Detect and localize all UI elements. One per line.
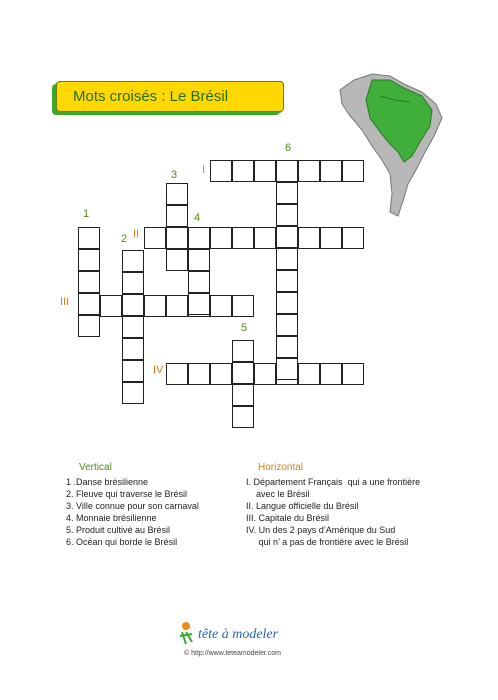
- crossword-cell[interactable]: [232, 227, 254, 249]
- crossword-cell[interactable]: [122, 316, 144, 338]
- crossword-cell[interactable]: [122, 294, 144, 316]
- number-6: 6: [285, 142, 292, 154]
- number-I: I: [202, 164, 206, 176]
- clue-item: 4. Monnaie brésilienne: [66, 513, 157, 523]
- crossword-cell[interactable]: [166, 183, 188, 205]
- site-logo: [176, 616, 326, 648]
- clue-item: IV. Un des 2 pays d’Amérique du Sud: [246, 525, 396, 535]
- crossword-cell[interactable]: [122, 360, 144, 382]
- crossword-cell[interactable]: [78, 293, 100, 315]
- crossword-cell[interactable]: [276, 226, 298, 248]
- crossword-cell[interactable]: [122, 272, 144, 294]
- crossword-cell[interactable]: [342, 227, 364, 249]
- crossword-cell[interactable]: [276, 292, 298, 314]
- number-2: 2: [121, 233, 128, 245]
- crossword-cell[interactable]: [188, 227, 210, 249]
- crossword-cell[interactable]: [298, 363, 320, 385]
- crossword-cell[interactable]: [188, 363, 210, 385]
- crossword-cell[interactable]: [298, 160, 320, 182]
- horizontal-heading: Horizontal: [258, 462, 304, 473]
- crossword-cell[interactable]: [232, 406, 254, 428]
- crossword-cell[interactable]: [100, 295, 122, 317]
- crossword-cell[interactable]: [254, 160, 276, 182]
- crossword-cell[interactable]: [254, 227, 276, 249]
- number-5: 5: [241, 322, 248, 334]
- crossword-cell[interactable]: [166, 295, 188, 317]
- crossword-cell[interactable]: [78, 315, 100, 337]
- crossword-cell[interactable]: [232, 340, 254, 362]
- number-3: 3: [171, 169, 178, 181]
- crossword-cell[interactable]: [188, 271, 210, 293]
- crossword-cell[interactable]: [276, 270, 298, 292]
- crossword-cell[interactable]: [210, 363, 232, 385]
- crossword-cell[interactable]: [188, 249, 210, 271]
- crossword-cell[interactable]: [276, 248, 298, 270]
- crossword-cell[interactable]: [78, 271, 100, 293]
- crossword-cell[interactable]: [232, 384, 254, 406]
- number-IV: IV: [153, 364, 164, 376]
- crossword-cell[interactable]: [144, 227, 166, 249]
- crossword-cell[interactable]: [78, 249, 100, 271]
- crossword-cell[interactable]: [342, 160, 364, 182]
- horizontal-clues: [246, 476, 420, 548]
- crossword-cell[interactable]: [122, 338, 144, 360]
- crossword-cell[interactable]: [254, 363, 276, 385]
- vertical-heading: Vertical: [79, 462, 112, 473]
- clue-item: avec le Brésil: [246, 489, 310, 499]
- crossword-cell[interactable]: [276, 314, 298, 336]
- crossword-cell[interactable]: [78, 227, 100, 249]
- crossword-cell[interactable]: [320, 363, 342, 385]
- crossword-cell[interactable]: [298, 227, 320, 249]
- crossword-cell[interactable]: [188, 293, 210, 315]
- crossword-cell[interactable]: [166, 205, 188, 227]
- crossword-cell[interactable]: [166, 249, 188, 271]
- clue-item: 2. Fleuve qui traverse le Brésil: [66, 489, 188, 499]
- crossword-cell[interactable]: [320, 160, 342, 182]
- clue-item: II. Langue officielle du Brésil: [246, 501, 359, 511]
- clue-item: III. Capitale du Brésil: [246, 513, 330, 523]
- crossword-cell[interactable]: [276, 182, 298, 204]
- crossword-cell[interactable]: [210, 295, 232, 317]
- crossword-cell[interactable]: [320, 227, 342, 249]
- logo-figure-icon: [180, 622, 192, 644]
- clue-item: 6. Océan qui borde le Brésil: [66, 537, 178, 547]
- clue-item: 3. Ville connue pour son carnaval: [66, 501, 199, 511]
- clue-item: 5. Produit cultivé au Brésil: [66, 525, 171, 535]
- crossword-cell[interactable]: [166, 227, 188, 249]
- crossword-cell[interactable]: [166, 363, 188, 385]
- crossword-cell[interactable]: [232, 362, 254, 384]
- number-III: III: [60, 296, 70, 308]
- number-4: 4: [194, 212, 201, 224]
- clue-item: qui n’ a pas de frontière avec le Brésil: [246, 537, 409, 547]
- crossword-cell[interactable]: [122, 250, 144, 272]
- crossword-cell[interactable]: [122, 382, 144, 404]
- logo-wordmark: tête à modeler: [198, 627, 279, 642]
- crossword-cell[interactable]: [210, 227, 232, 249]
- crossword-cell[interactable]: [232, 295, 254, 317]
- page-title: Mots croisés : Le Brésil: [73, 88, 229, 105]
- crossword-cell[interactable]: [276, 358, 298, 380]
- clue-item: I. Département Français qui a une frontière: [246, 477, 421, 487]
- number-II: II: [133, 228, 140, 240]
- clue-item: 1 .Danse brésilienne: [66, 477, 149, 487]
- crossword-cell[interactable]: [342, 363, 364, 385]
- crossword-cell[interactable]: [276, 160, 298, 182]
- crossword-cell[interactable]: [276, 336, 298, 358]
- vertical-clues: [66, 476, 199, 548]
- crossword-cell[interactable]: [276, 204, 298, 226]
- number-1: 1: [83, 208, 90, 220]
- crossword-cell[interactable]: [232, 160, 254, 182]
- crossword-cell[interactable]: [210, 160, 232, 182]
- crossword-cell[interactable]: [144, 295, 166, 317]
- footer-url: © http://www.teteamodeler.com: [184, 650, 281, 657]
